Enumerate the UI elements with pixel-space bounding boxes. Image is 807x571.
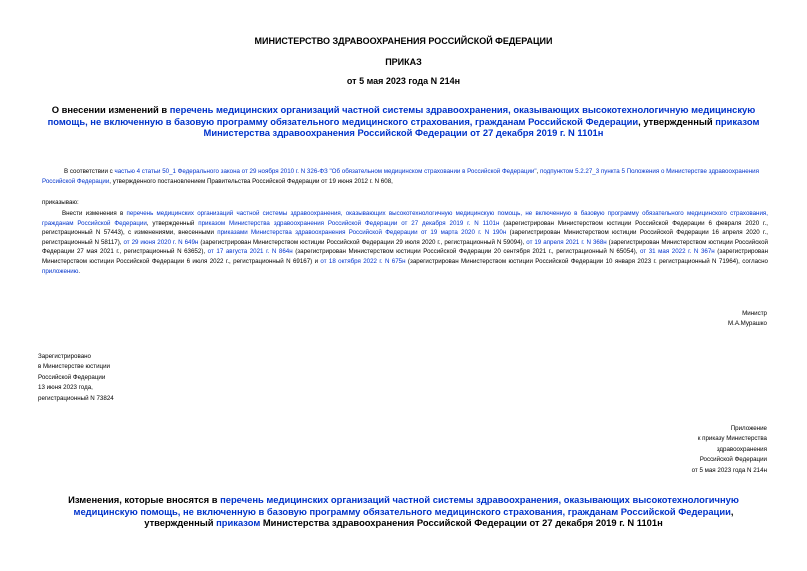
body-order-367-link[interactable]: от 31 мая 2022 г. N 367н (640, 248, 715, 256)
body-order-368-link[interactable]: от 19 апреля 2021 г. N 368н (526, 238, 607, 246)
body-text-9: (зарегистрирован Министерством юстиции Российской Федерации 10 января 2023 г. регистрационный N 71964), согласно (405, 257, 768, 265)
body-text-5: (зарегистрирован Министерством юстиции Российской Федерации 29 июля 2020 г., регистрационный N 59094), (198, 238, 527, 246)
appendix-title-order-link[interactable]: приказом (216, 517, 261, 529)
body-paragraph (42, 209, 768, 276)
body-order-864-link[interactable]: от 17 августа 2021 г. N 864н (207, 248, 293, 256)
appendix-line-2: к приказу Министерства (697, 435, 767, 443)
signature-position: Министр (742, 310, 767, 317)
preamble-law-link[interactable]: частью 4 статьи 50_1 Федерального закона от 29 ноября 2010 г. N 326-ФЗ "Об обязательном медицинском страховании в Российской Федерации" (114, 168, 537, 175)
appendix-title-list-link[interactable]: перечень медицинских организаций частной системы здравоохранения, оказывающих высокотехнологичную медицинскую помощь, не включенную в базовую программу обязательного медицинского страхования, гражданам Российской Федерации (73, 494, 739, 517)
body-appendix-link[interactable]: приложению (42, 267, 79, 275)
body-order-1101-link[interactable]: приказом Министерства здравоохранения Российской Федерации от 27 декабря 2019 г. N 1101н (198, 219, 500, 227)
body-text-8: (зарегистрирован Министерством юстиции Российской Федерации 6 июля 2022 г., регистрационный N 69167) и (42, 248, 769, 265)
body-order-649-link[interactable]: от 29 июня 2020 г. N 649н (123, 238, 199, 246)
ministry-header: МИНИСТЕРСТВО ЗДРАВООХРАНЕНИЯ РОССИЙСКОЙ ФЕДЕРАЦИИ (254, 36, 553, 46)
title-prefix: О внесении изменений в (51, 104, 170, 115)
appendix-title (40, 494, 767, 529)
body-text-7: (зарегистрирован Министерством юстиции Российской Федерации 20 сентября 2021 г., регистрационный N 65054), (292, 248, 640, 256)
title-order-link[interactable]: приказом Министерства здравоохранения Российской Федерации от 27 декабря 2019 г. N 1101н (203, 115, 760, 139)
appendix-title-prefix: Изменения, которые вносятся в (68, 494, 221, 505)
appendix-line-3: здравоохранения (716, 445, 767, 453)
appendix-line-5: от 5 мая 2023 года N 214н (691, 466, 767, 474)
body-text-6: (зарегистрирован Министерством юстиции Российской Федерации 27 мая 2021 г., регистрационный N 63652), (42, 238, 768, 256)
body-order-190-link[interactable]: приказами Министерства здравоохранения Российской Федерации от 19 марта 2020 г. N 190н (217, 229, 507, 237)
title-middle: , утвержденный (638, 115, 716, 127)
document-title (40, 104, 767, 139)
registration-line-5: регистрационный N 73824 (38, 394, 114, 402)
appendix-line-1: Приложение (730, 425, 767, 432)
appendix-title-suffix: Министерства здравоохранения Российской Федерации от 27 декабря 2019 г. N 1101н (260, 517, 663, 529)
body-text-10: . (78, 267, 81, 275)
body-text-1: Внести изменения в (62, 210, 127, 217)
body-list-link[interactable]: перечень медицинских организаций частной системы здравоохранения, оказывающих высокотехнологичную медицинскую помощь, не включенную в базовую программу обязательного медицинского страхования, гражданам Российской Федерации (42, 210, 769, 227)
signature-block (728, 309, 767, 330)
appendix-block (692, 424, 767, 476)
registration-line-3: Российской Федерации (38, 373, 106, 381)
title-list-link[interactable]: перечень медицинских организаций частной системы здравоохранения, оказывающих высокотехнологичную медицинскую помощь, не включенную в базовую программу обязательного медицинского страхования, гражданам Российской Федерации (47, 104, 756, 127)
signature-name: М.А.Мурашко (727, 320, 767, 328)
preamble-text-2: , (536, 168, 541, 175)
body-text-4: (зарегистрирован Министерством юстиции Российской Федерации 16 апреля 2020 г., регистрационный N 58117), (42, 229, 768, 246)
preamble-regulation-link[interactable]: подпунктом 5.2.27_3 пункта 5 Положения о Министерстве здравоохранения Российской Федерации (42, 168, 759, 185)
registration-line-2: в Министерстве юстиции (38, 363, 111, 371)
order-heading: ПРИКАЗ (385, 57, 422, 67)
registration-block (38, 352, 114, 404)
order-word: приказываю: (42, 199, 79, 206)
body-text-3: (зарегистрирован Министерством юстиции Российской Федерации 6 февраля 2020 г., регистрационный N 57443), с изменениями, внесенными (42, 219, 768, 237)
registration-line-1: Зарегистрировано (38, 353, 91, 360)
preamble-text-3: , утвержденного постановлением Правительства Российской Федерации от 19 июня 2012 г. N 608, (109, 177, 393, 185)
body-text-2: , утвержденный (146, 219, 199, 227)
order-date: от 5 мая 2023 года N 214н (346, 76, 461, 86)
appendix-title-middle: , утвержденный (144, 505, 734, 529)
preamble-text-1: В соответствии с (64, 168, 115, 175)
appendix-line-4: Российской Федерации (699, 456, 767, 464)
body-order-675-link[interactable]: от 18 октября 2022 г. N 675н (320, 257, 406, 265)
preamble-paragraph (42, 167, 768, 186)
registration-line-4: 13 июня 2023 года, (38, 384, 93, 392)
